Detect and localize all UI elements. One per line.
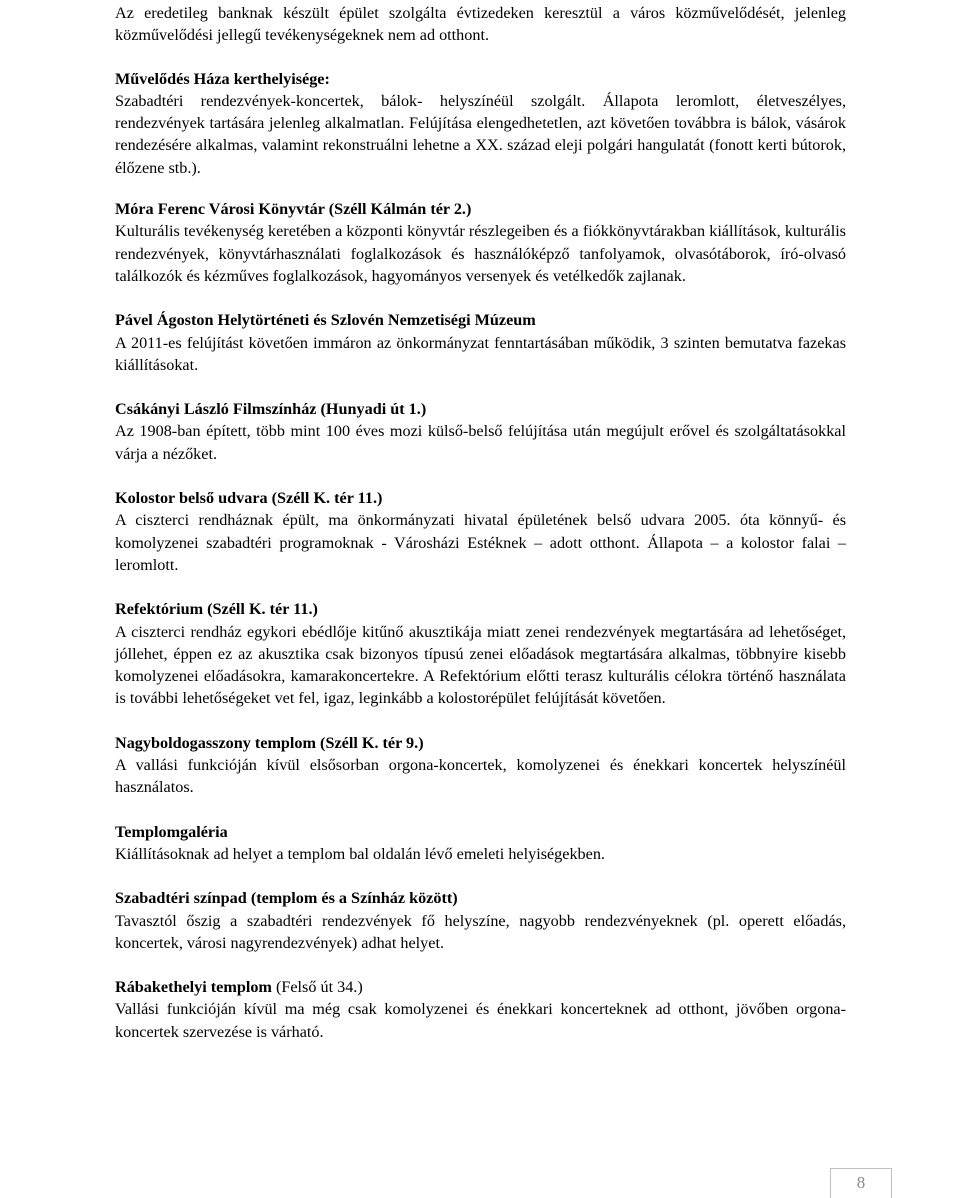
section-templomgaleria [115, 821, 846, 866]
section-text: Szabadtéri rendezvények-koncertek, bálok- helyszínéül szolgált. Állapota leromlott, életveszélyes, rendezvények tartására jelenleg alkalmatlan. Felújítása elengedhetetlen, azt követően továbbra is bálok, vásárok rendezésére alkalmas, valamint rekonstruálni lehetne a XX. század eleji polgári hangulatát (fonott kerti bútorok, élőzene stb.). [115, 91, 846, 177]
section-heading: Szabadtéri színpad (templom és a Színház között) [115, 889, 458, 908]
section-heading: Refektórium (Széll K. tér 11.) [115, 600, 318, 619]
section-text: A ciszterci rendház egykori ebédlője kitűnő akusztikája miatt zenei rendezvények megtartására ad lehetőséget, jóllehet, éppen ez az akusztika csak bizonyos típusú zenei előadások megtartására alkalmas, többnyire kisebb komolyzenei előadásokra, kamarakoncertekre. A Refektórium előtti terasz kulturális célokra történő használata is további lehetőségeket vet fel, igaz, leginkább a kolostorépület felújítását követően. [115, 622, 846, 708]
section-nagyboldogasszony [115, 732, 846, 799]
section-heading: Kolostor belső udvara (Széll K. tér 11.) [115, 489, 383, 508]
section-heading: Pável Ágoston Helytörténeti és Szlovén Nemzetiségi Múzeum [115, 311, 536, 330]
section-heading [115, 976, 846, 998]
section-text: Vallási funkcióján kívül ma még csak komolyzenei és énekkari koncerteknek ad otthont, jövőben orgona-koncertek szervezése is várható. [115, 1000, 846, 1041]
section-heading-address: (Felső út 34.) [271, 978, 363, 997]
section-heading: Templomgaléria [115, 822, 228, 841]
section-text: A 2011-es felújítást követően immáron az önkormányzat fenntartásában működik, 3 szinten bemutatva fazekas kiállításokat. [115, 333, 846, 374]
section-text: A vallási funkcióján kívül elsősorban orgona-koncertek, komolyzenei és énekkari koncertek helyszínéül használatos. [115, 756, 846, 797]
section-heading: Móra Ferenc Városi Könyvtár (Széll Kálmán tér 2.) [115, 200, 472, 219]
document-page [115, 0, 846, 1043]
section-kolostor-udvar [115, 487, 846, 576]
section-szabadteri-szinpad [115, 887, 846, 954]
section-heading: Csákányi László Filmszínház (Hunyadi út 1.) [115, 400, 427, 419]
section-rabakethelyi-templom [115, 976, 846, 1043]
section-refektorium [115, 598, 846, 709]
section-heading-title: Rábakethelyi templom [115, 978, 272, 997]
page-number-box [830, 1168, 892, 1198]
section-muvelodes-haza [115, 68, 846, 179]
page-number: 8 [856, 1173, 866, 1192]
section-konyvtar [115, 198, 846, 287]
section-text: Kiállításoknak ad helyet a templom bal oldalán lévő emeleti helyiségekben. [115, 844, 605, 863]
intro-paragraph: Az eredetileg banknak készült épület szolgálta évtizedeken keresztül a város közművelődését, jelenleg közművelődési jellegű tevékenységeknek nem ad otthont. [115, 4, 846, 45]
section-text: Kulturális tevékenység keretében a központi könyvtár részlegeiben és a fiókkönyvtárakban kiállítások, kulturális rendezvények, könyvtárhasználati foglalkozások és használóképző tanfolyamok, olvasótáborok, író-olvasó találkozók és kézműves foglalkozások, hagyományos versenyek és vetélkedők zajlanak. [115, 222, 846, 285]
section-heading: Művelődés Háza kerthelyisége: [115, 69, 330, 88]
section-filmszinhaz [115, 398, 846, 465]
section-text: Tavasztól őszig a szabadtéri rendezvények fő helyszíne, nagyobb rendezvényeknek (pl. operett előadás, koncertek, városi nagyrendezvények) adhat helyet. [115, 911, 846, 952]
section-muzeum [115, 309, 846, 376]
section-text: A ciszterci rendháznak épült, ma önkormányzati hivatal épületének belső udvara 2005. óta könnyű- és komolyzenei szabadtéri programoknak - Városházi Estéknek – adott otthont. Állapota – a kolostor falai – leromlott. [115, 511, 846, 574]
section-text: Az 1908-ban épített, több mint 100 éves mozi külső-belső felújítása után megújult erővel és szolgáltatásokkal várja a nézőket. [115, 422, 846, 463]
section-heading: Nagyboldogasszony templom (Széll K. tér 9.) [115, 733, 424, 752]
